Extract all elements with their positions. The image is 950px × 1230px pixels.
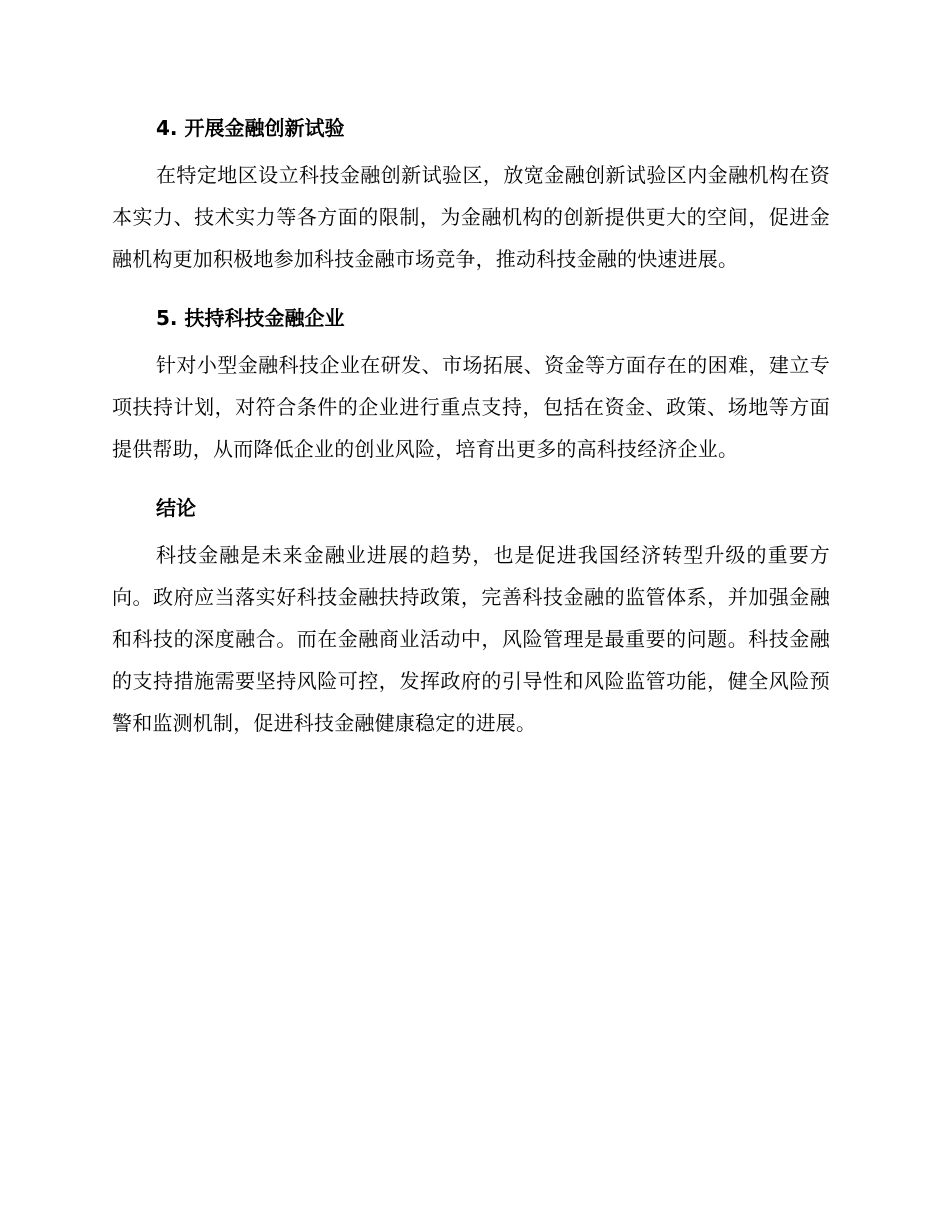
section-innovation-trial (112, 112, 830, 280)
section-heading: 结论 (156, 496, 196, 520)
section-conclusion (112, 492, 830, 744)
section-paragraph: 科技金融是未来金融业进展的趋势，也是促进我国经济转型升级的重要方向。政府应当落实好科技金融扶持政策，完善科技金融的监管体系，并加强金融和科技的深度融合。而在金融商业活动中，风险管理是最重要的问题。科技金融的支持措施需要坚持风险可控，发挥政府的引导性和风险监管功能，健全风险预警和监测机制，促进科技金融健康稳定的进展。 (112, 543, 830, 735)
section-heading: 5. 扶持科技金融企业 (156, 306, 345, 330)
section-heading: 4. 开展金融创新试验 (156, 116, 345, 140)
document-page (112, 112, 830, 766)
section-support-enterprises (112, 302, 830, 470)
section-paragraph: 针对小型金融科技企业在研发、市场拓展、资金等方面存在的困难，建立专项扶持计划，对符合条件的企业进行重点支持，包括在资金、政策、场地等方面提供帮助，从而降低企业的创业风险，培育出更多的高科技经济企业。 (112, 353, 830, 461)
section-paragraph: 在特定地区设立科技金融创新试验区，放宽金融创新试验区内金融机构在资本实力、技术实力等各方面的限制，为金融机构的创新提供更大的空间，促进金融机构更加积极地参加科技金融市场竞争，推动科技金融的快速进展。 (112, 163, 830, 271)
